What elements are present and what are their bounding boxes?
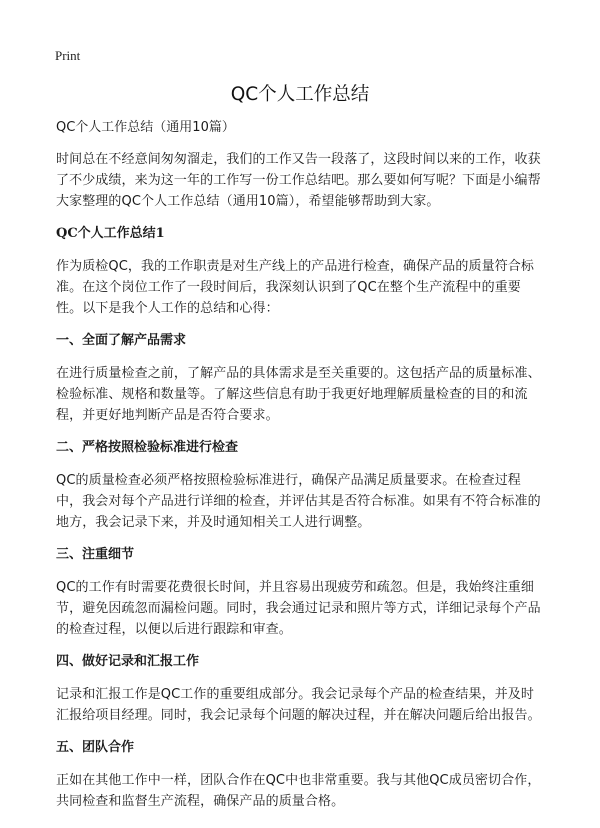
document-title: QC个人工作总结 — [230, 84, 370, 105]
item-paragraph: QC的工作有时需要花费很长时间，并且容易出现疲劳和疏忽。但是，我始终注重细节，避免因疏忽而漏检问题。同时，我会通过记录和照片等方式，详细记录每个产品的检查过程，以便以后进行跟踪和审查。 — [56, 580, 541, 637]
item-heading: 三、注重细节 — [56, 547, 135, 562]
document-subtitle: QC个人工作总结（通用10篇） — [56, 120, 235, 135]
item-heading: 五、团队合作 — [56, 740, 135, 755]
item-paragraph: 在进行质量检查之前，了解产品的具体需求是至关重要的。这包括产品的质量标准、检验标准、规格和数量等。了解这些信息有助于我更好地理解质量检查的目的和流程，并更好地判断产品是否符合要求。 — [56, 366, 541, 423]
item-paragraph: QC的质量检查必须严格按照检验标准进行，确保产品满足质量要求。在检查过程中，我会对每个产品进行详细的检查，并评估其是否符合标准。如果有不符合标准的地方，我会记录下来，并及时通知相关工人进行调整。 — [56, 473, 541, 530]
item-heading: 一、全面了解产品需求 — [56, 333, 187, 348]
item-heading: 四、做好记录和汇报工作 — [56, 654, 200, 669]
section-paragraph: 作为质检QC，我的工作职责是对生产线上的产品进行检查，确保产品的质量符合标准。在这个岗位工作了一段时间后，我深刻认识到了QC在整个生产流程中的重要性。以下是我个人工作的总结和心得： — [56, 259, 535, 316]
document-body — [56, 118, 544, 824]
item-heading: 二、严格按照检验标准进行检查 — [56, 440, 239, 455]
section-heading: QC个人工作总结1 — [56, 226, 165, 241]
item-paragraph: 记录和汇报工作是QC工作的重要组成部分。我会记录每个产品的检查结果，并及时汇报给项目经理。同时，我会记录每个问题的解决过程，并在解决问题后给出报告。 — [56, 687, 541, 723]
item-paragraph: 正如在其他工作中一样，团队合作在QC中也非常重要。我与其他QC成员密切合作，共同检查和监督生产流程，确保产品的质量合格。 — [56, 773, 541, 809]
print-label: Print — [55, 48, 81, 63]
intro-paragraph: 时间总在不经意间匆匆溜走，我们的工作又告一段落了，这段时间以来的工作，收获了不少成绩，来为这一年的工作写一份工作总结吧。那么要如何写呢？下面是小编帮大家整理的QC个人工作总结（通用10篇），希望能够帮助到大家。 — [56, 152, 541, 209]
